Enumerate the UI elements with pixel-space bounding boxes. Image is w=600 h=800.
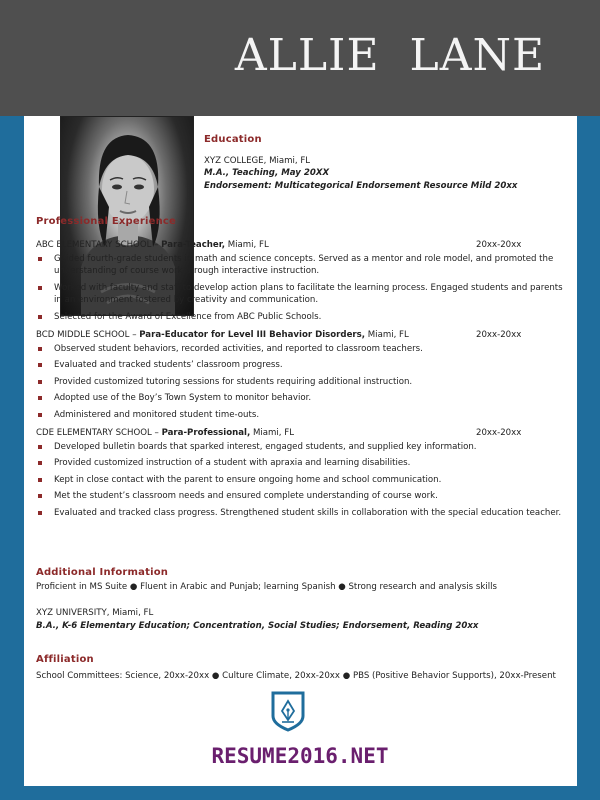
bullet-item: Evaluated and tracked students’ classroom progress. <box>36 359 564 371</box>
education-degree: M.A., Teaching, May 20XX <box>204 168 330 179</box>
job-school: ABC ELEMENTARY SCHOOL – <box>36 240 162 250</box>
job-title: Para-Professional, <box>161 428 251 439</box>
candidate-name: ALLIE LANE <box>234 30 546 81</box>
job-bullets <box>36 441 564 519</box>
education-section <box>204 134 517 192</box>
bullet-item: Selected for the Award of Excellence from ABC Public Schools. <box>36 311 564 323</box>
job-bullets <box>36 343 564 421</box>
job-line <box>36 329 564 342</box>
job-location: Miami, FL <box>224 240 269 250</box>
bullet-item: Observed student behaviors, recorded activities, and reported to classroom teachers. <box>36 343 564 355</box>
experience-heading: Professional Experience <box>36 216 177 227</box>
job-dates: 20xx-20xx <box>476 240 522 250</box>
job-dates: 20xx-20xx <box>476 330 522 341</box>
additional-degree: B.A., K-6 Elementary Education; Concentration, Social Studies; Endorsement, Reading 20xx <box>36 620 479 631</box>
education-endorsement: Endorsement: Multicategorical Endorsement Resource Mild 20xx <box>204 180 518 191</box>
job-title: Para-Educator for Level III Behavior Disorders, <box>139 330 366 341</box>
education-school: XYZ COLLEGE, Miami, FL <box>204 156 311 166</box>
education-heading: Education <box>204 134 262 145</box>
job-dates: 20xx-20xx <box>476 428 522 439</box>
bullet-item: Administered and monitored student time-outs. <box>36 409 564 421</box>
bullet-item: Developed bulletin boards that sparked interest, engaged students, and supplied key information. <box>36 441 564 453</box>
additional-section <box>36 567 564 632</box>
site-brand[interactable]: RESUME2016.NET <box>211 744 389 768</box>
job-entry <box>36 239 564 323</box>
bullet-item: Met the student’s classroom needs and ensured complete understanding of course work. <box>36 490 564 502</box>
affiliation-section <box>36 654 564 682</box>
bullet-item: Worked with faculty and staff to develop action plans to facilitate the learning process. Engaged students and parents in an environment fostered by creativity and communication. <box>36 282 564 307</box>
bullet-item: Provided customized instruction of a student with apraxia and learning disabilities. <box>36 457 564 469</box>
pen-nib-shield-icon <box>270 690 306 736</box>
affiliation-line: School Committees: Science, 20xx-20xx ● Culture Climate, 20xx-20xx ● PBS (Positive Behavior Supports), 20xx-Present <box>36 671 556 681</box>
job-bullets <box>36 253 564 323</box>
job-school: CDE ELEMENTARY SCHOOL – <box>36 428 162 439</box>
job-entry <box>36 427 564 519</box>
additional-skills: Proficient in MS Suite ● Fluent in Arabic and Punjab; learning Spanish ● Strong research and analysis skills <box>36 582 497 592</box>
job-location: Miami, FL <box>365 330 409 341</box>
bullet-item: Kept in close contact with the parent to ensure ongoing home and school communication. <box>36 474 564 486</box>
job-title: Para-Teacher, <box>161 240 225 250</box>
additional-heading: Additional Information <box>36 567 169 578</box>
bullet-item: Guided fourth-grade students in math and science concepts. Served as a mentor and role model, and promoted the understanding of course work through interactive instruction. <box>36 253 564 278</box>
job-entry <box>36 329 564 421</box>
additional-school: XYZ UNIVERSITY, Miami, FL <box>36 608 154 619</box>
bullet-item: Evaluated and tracked class progress. Strengthened student skills in collaboration with the special education teacher. <box>36 507 564 519</box>
job-school: BCD MIDDLE SCHOOL – <box>36 330 140 341</box>
job-location: Miami, FL <box>250 428 295 439</box>
affiliation-heading: Affiliation <box>36 654 94 665</box>
bullet-item: Provided customized tutoring sessions for students requiring additional instruction. <box>36 376 564 388</box>
job-line <box>36 427 564 440</box>
experience-section <box>36 216 564 523</box>
bullet-item: Adopted use of the Boy’s Town System to monitor behavior. <box>36 392 564 404</box>
job-line <box>36 239 564 252</box>
